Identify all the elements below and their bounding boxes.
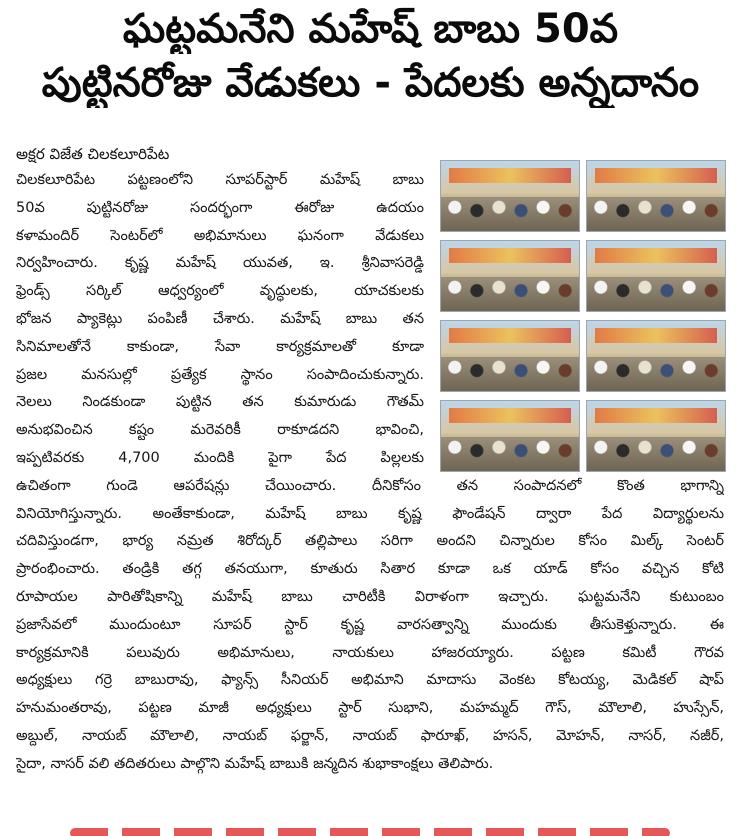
article-line: అధ్యక్షులు గర్రె బాబురావు, ఫ్యాన్స్ సీనియర్ అభిమాని మాదాసు వెంకట కోటయ్య, మెడికల్ షాప్ bbox=[16, 672, 724, 689]
article-line: ఇప్పటివరకు 4,700 మందికి పైగా పేద పిల్లలకు bbox=[16, 450, 424, 466]
byline: అక్షర విజేత చిలకలూరిపేట bbox=[16, 145, 170, 163]
article-line: ప్రారంభించారు. తండ్రికి తగ్గ తనయుగా, కూతురు సితార కూడా ఒక యాడ్ కోసం వచ్చిన కోటి bbox=[16, 561, 724, 578]
article-line: ఉచితంగా గుండె ఆపరేషన్లు చేయించారు. దీనికోసం తన సంపాదనలో కొంత భాగాన్ని bbox=[16, 477, 724, 494]
article-line: 50వ పుట్టినరోజు సందర్భంగా ఈరోజు ఉదయం bbox=[16, 199, 424, 216]
article-line: నిర్వహించారు. కృష్ణ మహేష్ యువత, ఇ. శ్రీనివాసరెడ్డి bbox=[16, 255, 424, 272]
next-headline-cropped bbox=[70, 822, 670, 836]
article-line: సినిమాలతోనే కాకుండా, సేవా కార్యక్రమాలతో కూడా bbox=[16, 338, 424, 355]
article-line: కార్యక్రమానికి పలువురు అభిమానులు, నాయకులు హాజరయ్యారు. పట్టణ కమిటీ గౌరవ bbox=[16, 644, 724, 661]
photo-collage bbox=[440, 160, 726, 474]
article-line: అబ్దుల్, నాయబ్ మౌలాలి, నాయబ్ ఫర్జాన్, నాయబ్ ఫారూఖ్, హసన్, మోహన్, నాసర్, నజీర్, bbox=[16, 728, 724, 744]
article-line: వినియోగిస్తున్నారు. అంతేకాకుండా, మహేష్ బాబు కృష్ణ ఫౌండేషన్ ద్వారా పేద విద్యార్థులను bbox=[16, 505, 724, 522]
event-photo bbox=[440, 400, 580, 472]
article-line: నెలలు నిండకుండా పుట్టిన తన కుమారుడు గౌతమ్ bbox=[16, 394, 424, 411]
article-line: హనుమంతరావు, పట్టణ మాజీ అధ్యక్షులు స్టార్ సుభాని, మహమ్మద్ గౌస్, మౌలాలి, హుస్సేన్, bbox=[16, 700, 724, 717]
event-photo bbox=[586, 320, 726, 392]
event-photo bbox=[586, 160, 726, 232]
article-line: సైదా, నాసర్ వలి తదితరులు పాల్గొని మహేష్ బాబుకి జన్మదిన శుభాకాంక్షలు తెలిపారు. bbox=[16, 755, 494, 772]
article-line: ప్రజాసేవలో ముందుంటూ సూపర్ స్టార్ కృష్ణ వారసత్వాన్ని ముందుకు తీసుకెళ్తున్నారు. ఈ bbox=[16, 616, 724, 633]
article-line: అనుభవించిన కష్టం మరెవరికీ రాకూడదని భావించి, bbox=[16, 422, 424, 439]
headline-line-1: ఘట్టమనేని మహేష్ బాబు 50వ bbox=[122, 6, 619, 52]
article-line: ఫ్రెండ్స్ సర్కిల్ ఆధ్వర్యంలో వృద్ధులకు, యాచకులకు bbox=[16, 283, 424, 300]
article-line: ప్రజల మనసుల్లో ప్రత్యేక స్థానం సంపాదించుకున్నారు. bbox=[16, 366, 424, 383]
article-line: చదివిస్తుండగా, భార్య నమ్రత శిరోద్కర్ తల్లిపాలు సరిగా అందని చిన్నారుల కోసం మిల్క్ సెంటర్ bbox=[16, 533, 724, 550]
headline-line-2: పుట్టినరోజు వేడుకలు - పేదలకు అన్నదానం bbox=[41, 60, 700, 106]
event-photo bbox=[586, 400, 726, 472]
article-line: రూపాయల పారితోషికాన్ని మహేష్ బాబు చారిటీకి విరాళంగా ఇచ్చారు. ఘట్టమనేని కుటుంబం bbox=[16, 589, 724, 605]
article-line: చిలకలూరిపేట పట్టణంలోని సూపర్‌స్టార్ మహేష్ బాబు bbox=[16, 172, 424, 188]
event-photo bbox=[440, 240, 580, 312]
event-photo bbox=[586, 240, 726, 312]
article-line: కళామందిర్ సెంటర్‌లో అభిమానులు ఘనంగా వేడుకలు bbox=[16, 227, 424, 244]
article-line: భోజన ప్యాకెట్లు పంపిణీ చేశారు. మహేష్ బాబు తన bbox=[16, 311, 424, 327]
event-photo bbox=[440, 320, 580, 392]
event-photo bbox=[440, 160, 580, 232]
